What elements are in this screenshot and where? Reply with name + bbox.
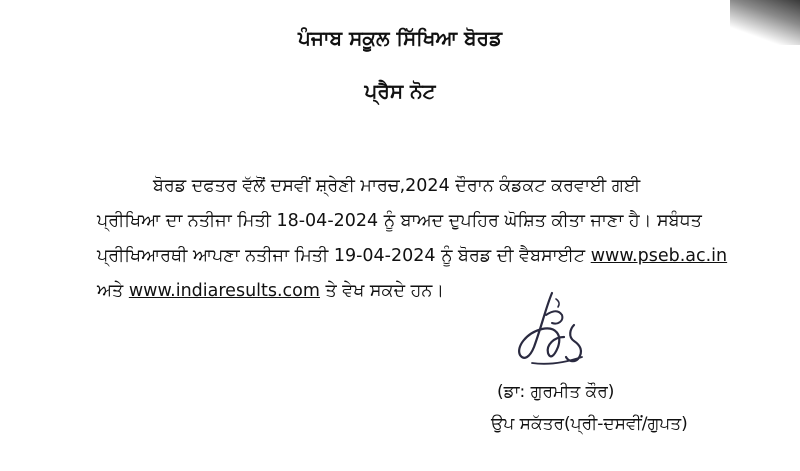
body-line-4-prefix: ਅਤੇ [97,281,129,301]
body-line-4 [97,281,444,301]
document-title: ਪ੍ਰੈਸ ਨੋਟ [364,79,436,103]
body-line-3-text: ਪ੍ਰੀਖਿਆਰਥੀ ਆਪਣਾ ਨਤੀਜਾ ਮਿਤੀ 19-04-2024 ਨੂੰ ਬੋਰਡ ਦੀ ਵੈਬਸਾਈਟ [97,246,591,266]
indiaresults-website-link[interactable]: www.indiaresults.com [128,281,320,301]
pseb-website-link[interactable]: www.pseb.ac.in [590,246,728,266]
signatory-designation: ਉਪ ਸਕੱਤਰ(ਪ੍ਰੀ-ਦਸਵੀਂ/ਗੁਪਤ) [491,414,688,434]
signatory-name: (ਡਾ: ਗੁਰਮੀਤ ਕੌਰ) [497,382,615,402]
body-line-2: ਪ੍ਰੀਖਿਆ ਦਾ ਨਤੀਜਾ ਮਿਤੀ 18-04-2024 ਨੂੰ ਬਾਅਦ ਦੁਪਹਿਰ ਘੋਸ਼ਿਤ ਕੀਤਾ ਜਾਣਾ ਹੈ। ਸਬੰਧਤ [97,211,702,231]
board-name: ਪੰਜਾਬ ਸਕੂਲ ਸਿੱਖਿਆ ਬੋਰਡ [297,26,503,50]
body-line-4-suffix: ਤੇ ਵੇਖ ਸਕਦੇ ਹਨ। [319,281,445,301]
body-line-1: ਬੋਰਡ ਦਫਤਰ ਵੱਲੋਂ ਦਸਵੀਂ ਸ਼੍ਰੇਣੀ ਮਾਰਚ,2024 ਦੌਰਾਨ ਕੰਡਕਟ ਕਰਵਾਈ ਗਈ [153,176,641,196]
body-line-3 [97,246,727,266]
signature-image [512,285,602,375]
